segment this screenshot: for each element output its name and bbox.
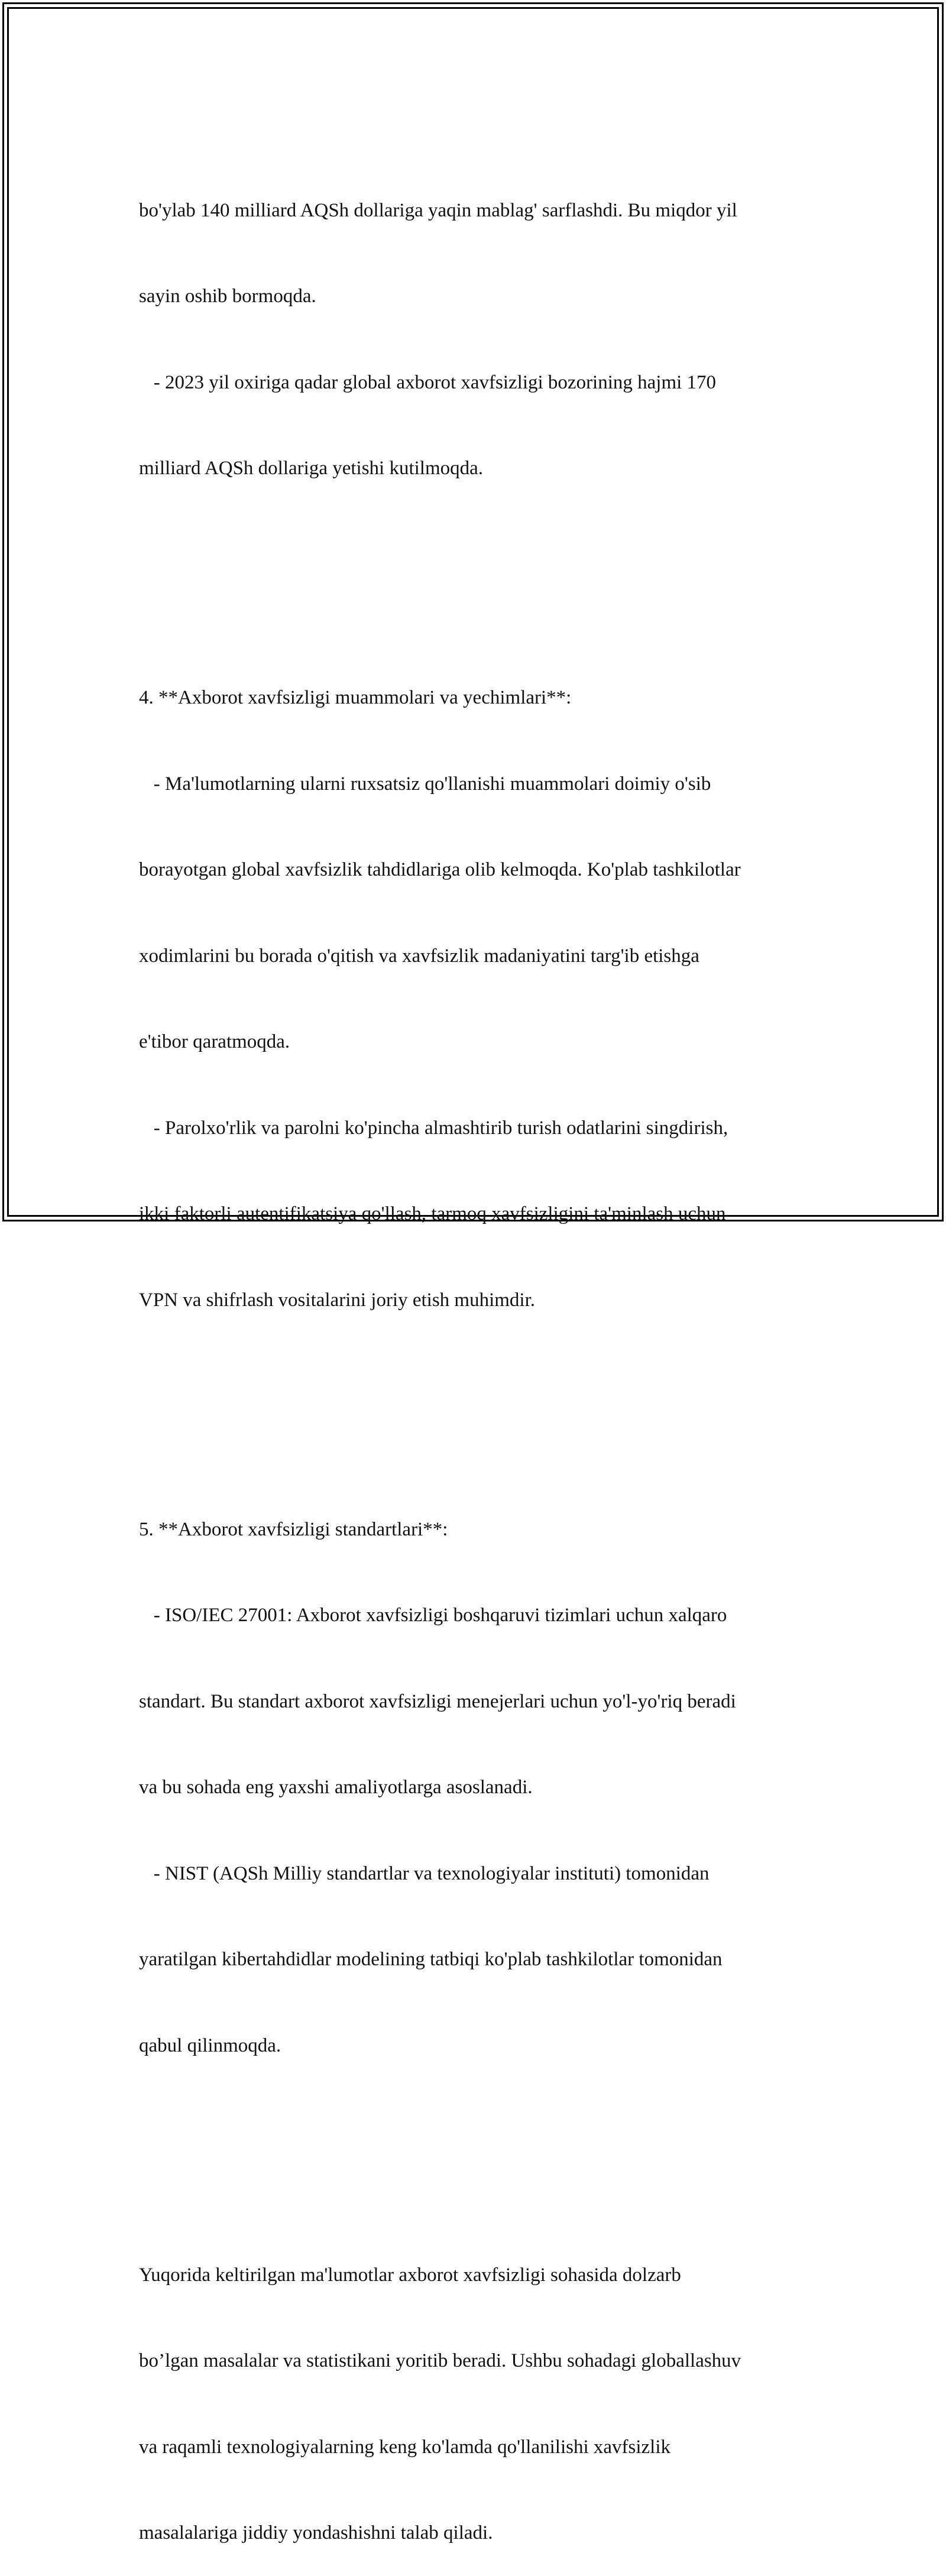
text-line: borayotgan global xavfsizlik tahdidlariga olib kelmoqda. Ko'plab tashkilotlar — [139, 859, 741, 880]
text-line: yaratilgan kibertahdidlar modelining tatbiqi ko'plab tashkilotlar tomonidan — [139, 1949, 723, 1970]
blank-line — [139, 1372, 825, 1401]
blank-line — [139, 540, 825, 569]
text-line: ikki faktorli autentifikatsiya qo'llash, tarmoq xavfsizligini ta'minlash uchun — [139, 1203, 726, 1224]
text-line: va bu sohada eng yaxshi amaliyotlarga asoslanadi. — [139, 1777, 533, 1798]
text-line: milliard AQSh dollariga yetishi kutilmoqda. — [139, 458, 484, 479]
text-line: Yuqorida keltirilgan ma'lumotlar axborot xavfsizligi sohasida dolzarb — [139, 2264, 681, 2286]
text-line: standart. Bu standart axborot xavfsizligi menejerlari uchun yo'l-yo'riq beradi — [139, 1690, 736, 1712]
document-body — [139, 110, 825, 2576]
blank-line — [139, 2117, 825, 2146]
text-line: e'tibor qaratmoqda. — [139, 1031, 290, 1052]
text-line: va raqamli texnologiyalarning keng ko'lamda qo'llanilishi xavfsizlik — [139, 2436, 671, 2458]
text-line: masalalariga jiddiy yondashishni talab qiladi. — [139, 2522, 493, 2543]
text-line: - ISO/IEC 27001: Axborot xavfsizligi boshqaruvi tizimlari uchun xalqaro — [139, 1605, 727, 1626]
text-line: bo’lgan masalalar va statistikani yoritib beradi. Ushbu sohadagi globallashuv — [139, 2350, 741, 2371]
text-line: - Ma'lumotlarning ularni ruxsatsiz qo'llanishi muammolari doimiy o'sib — [139, 773, 711, 795]
text-line: - NIST (AQSh Milliy standartlar va texnologiyalar instituti) tomonidan — [139, 1862, 710, 1884]
section-heading: 4. **Axborot xavfsizligi muammolari va yechimlari**: — [139, 687, 572, 708]
text-line: - 2023 yil oxiriga qadar global axborot xavfsizligi bozorining hajmi 170 — [139, 371, 717, 393]
text-line: - Parolxo'rlik va parolni ko'pincha almashtirib turish odatlarini singdirish, — [139, 1117, 728, 1139]
text-line: bo'ylab 140 milliard AQSh dollariga yaqin mablag' sarflashdi. Bu miqdor yil — [139, 199, 737, 221]
text-line: qabul qilinmoqda. — [139, 2034, 281, 2056]
text-line: VPN va shifrlash vositalarini joriy etish muhimdir. — [139, 1289, 536, 1311]
section-heading: 5. **Axborot xavfsizligi standartlari**: — [139, 1518, 448, 1540]
text-line: sayin oshib bormoqda. — [139, 286, 316, 307]
text-line: xodimlarini bu borada o'qitish va xavfsizlik madaniyatini targ'ib etishga — [139, 945, 699, 967]
